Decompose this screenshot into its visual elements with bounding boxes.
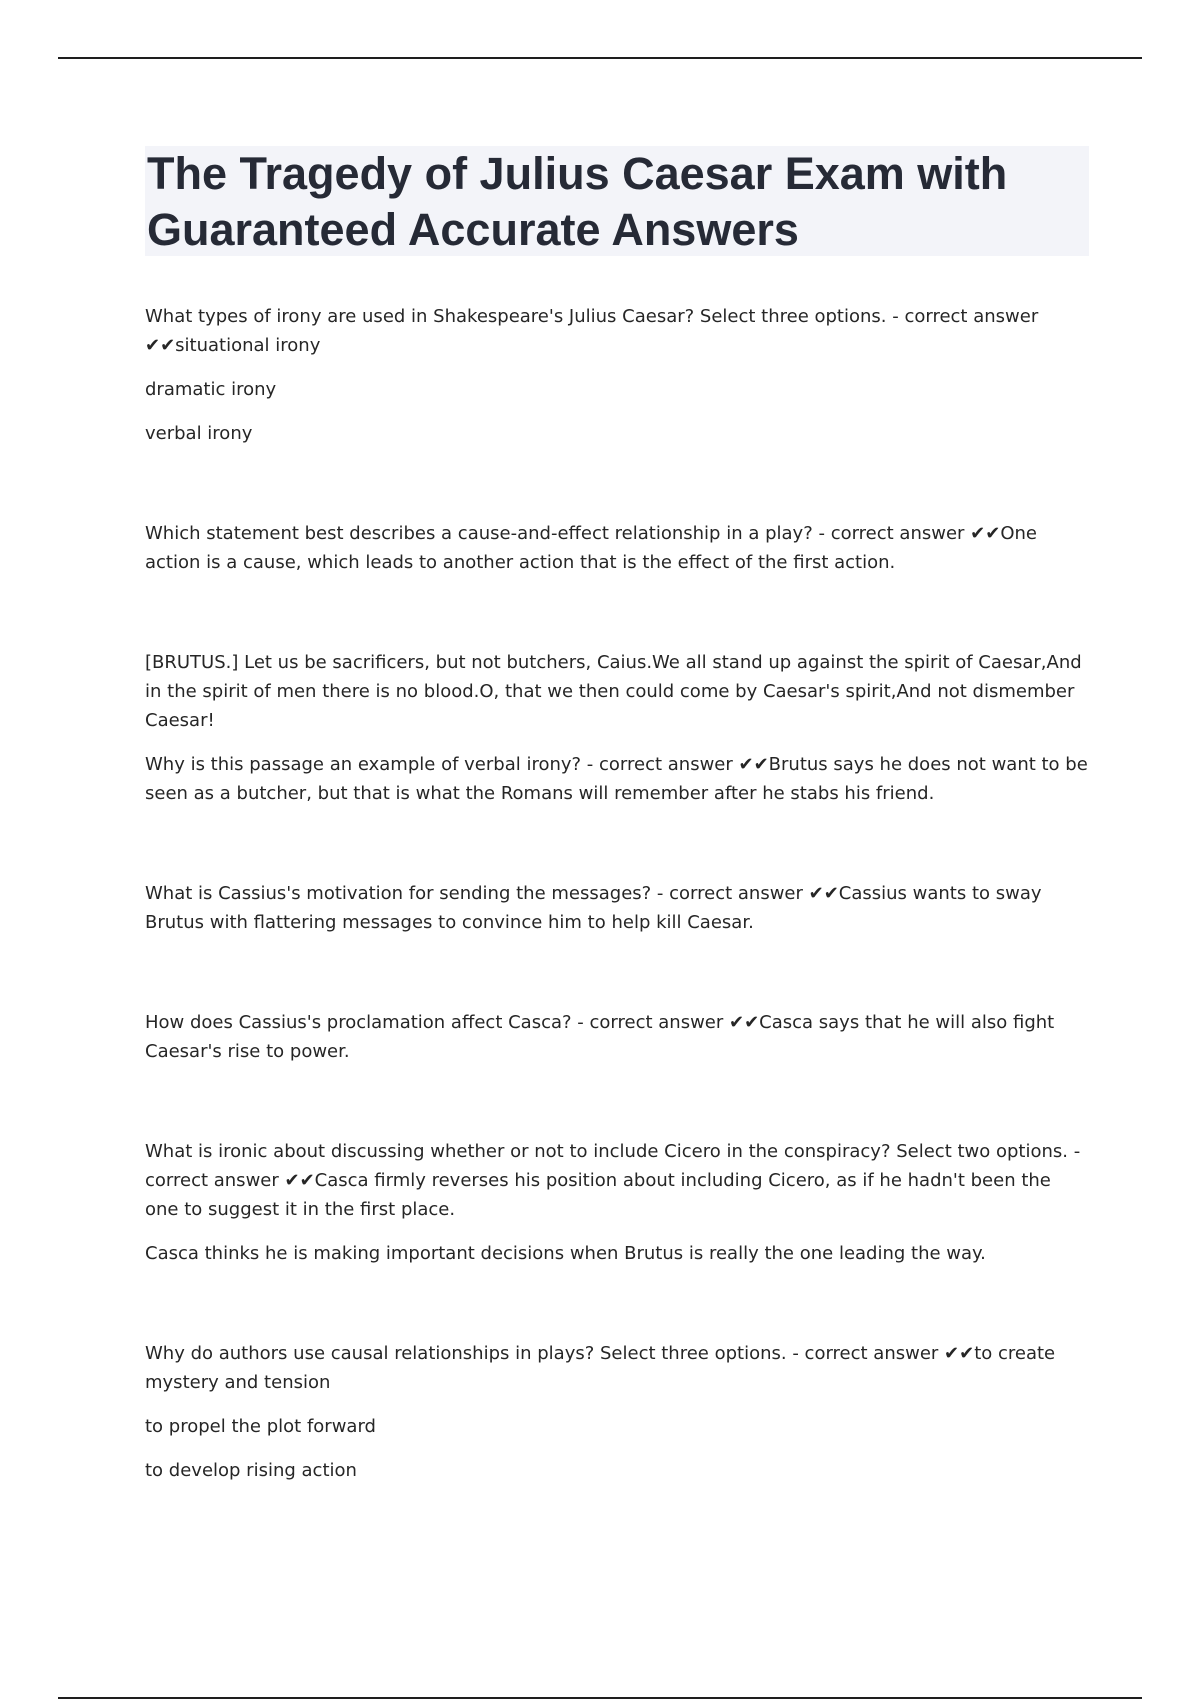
question-text: Why do authors use causal relationships in plays? Select three options. - correct answer ✔✔to create mystery and tension	[145, 1343, 1056, 1393]
question-text: What is Cassius's motivation for sending the messages? - correct answer ✔✔Cassius wants to sway Brutus with flattering messages to convince him to help kill Caesar.	[145, 883, 1042, 933]
qa-item	[145, 302, 1090, 448]
answer-option: to propel the plot forward	[145, 1416, 376, 1437]
question-text: What is ironic about discussing whether or not to include Cicero in the conspiracy? Select two options. - correct answer ✔✔Casca firmly reverses his position about including Cicero, as if he hadn't been the one to suggest it in the first place.	[145, 1141, 1081, 1220]
question-text: How does Cassius's proclamation affect Casca? - correct answer ✔✔Casca says that he will also fight Caesar's rise to power.	[145, 1012, 1055, 1062]
question-text: Why is this passage an example of verbal irony? - correct answer ✔✔Brutus says he does not want to be seen as a butcher, but that is what the Romans will remember after he stabs his friend.	[145, 754, 1088, 804]
qa-item	[145, 1008, 1090, 1066]
page-title: The Tragedy of Julius Caesar Exam with Guaranteed Accurate Answers	[147, 148, 1008, 255]
question-text: Which statement best describes a cause-and-effect relationship in a play? - correct answer ✔✔One action is a cause, which leads to another action that is the effect of the first action.	[145, 523, 1037, 573]
qa-item	[145, 1339, 1090, 1485]
qa-item	[145, 648, 1090, 808]
bottom-rule	[58, 1697, 1142, 1699]
qa-item	[145, 1137, 1090, 1268]
qa-item	[145, 519, 1090, 577]
top-rule	[58, 57, 1142, 59]
answer-option: dramatic irony	[145, 379, 277, 400]
question-text: What types of irony are used in Shakespeare's Julius Caesar? Select three options. - correct answer ✔✔situational irony	[145, 306, 1039, 356]
qa-item	[145, 879, 1090, 937]
answer-option: verbal irony	[145, 423, 253, 444]
qa-list	[145, 302, 1090, 1556]
answer-option: to develop rising action	[145, 1460, 357, 1481]
answer-option: Casca thinks he is making important decisions when Brutus is really the one leading the way.	[145, 1243, 986, 1264]
quoted-passage: [BRUTUS.] Let us be sacrificers, but not butchers, Caius.We all stand up against the spirit of Caesar,And in the spirit of men there is no blood.O, that we then could come by Caesar's spirit,And not dismember Caesar!	[145, 652, 1082, 731]
